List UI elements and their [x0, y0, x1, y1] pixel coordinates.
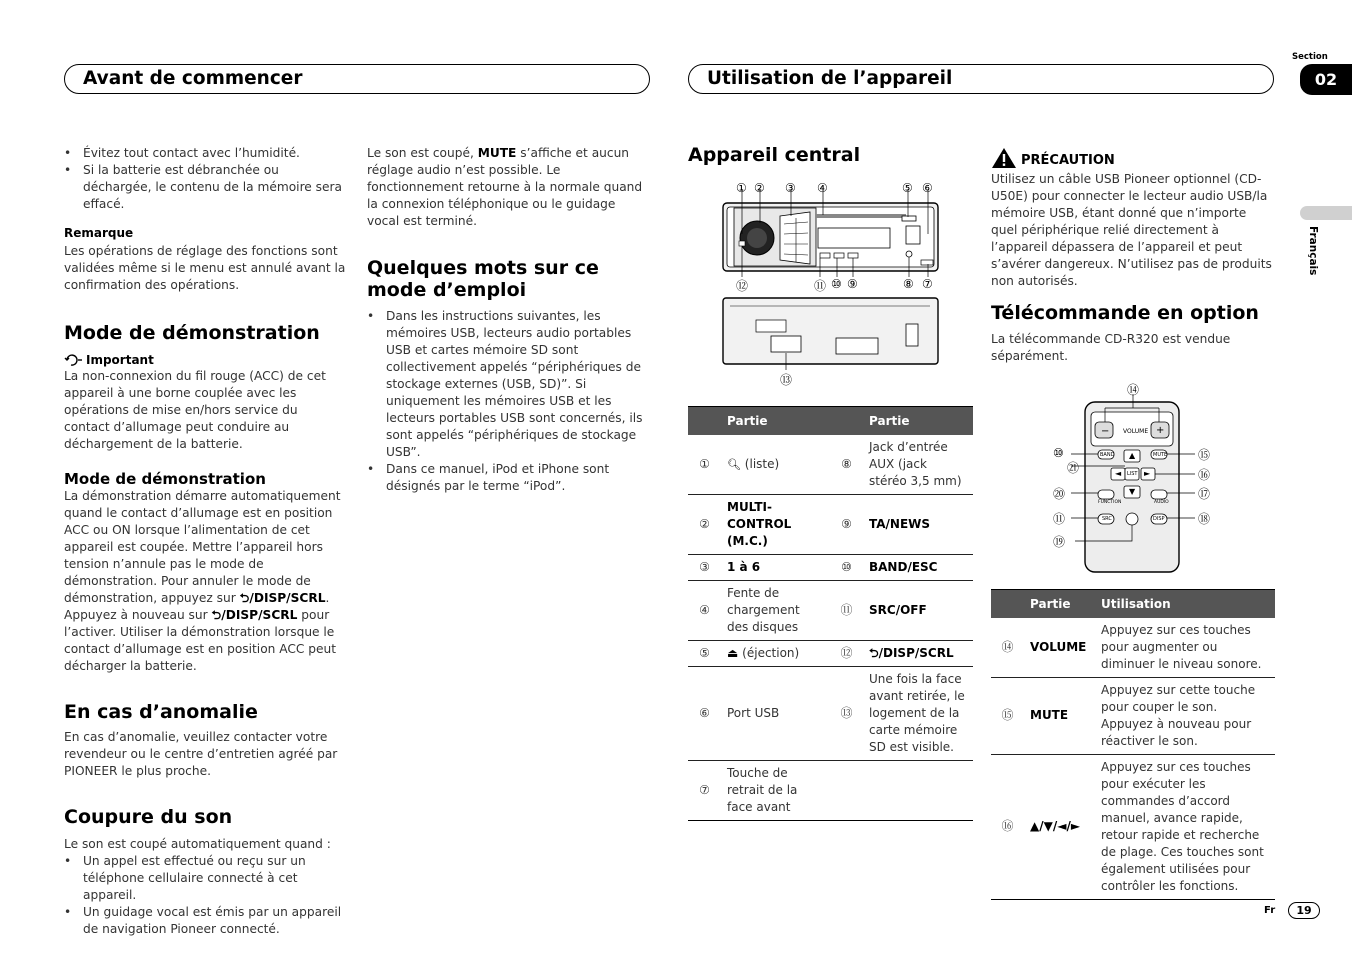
list-item: • Un appel est effectué ou reçu sur un téléphone cellulaire connecté à cet appareil. — [64, 853, 347, 904]
callout-6: ⑥ — [922, 181, 933, 195]
remote-volume-label: VOLUME — [1123, 428, 1149, 435]
table-row: ① 🔍︎ (liste) ⑧ Jack d’entrée AUX (jack stéréo 3,5 mm) — [688, 435, 973, 495]
mute-intro: Le son est coupé automatiquement quand : — [64, 837, 331, 851]
anomaly-text: En cas d’anomalie, veuillez contacter votre revendeur ou le centre d’entretien agréé par PIONEER le plus proche. — [64, 730, 338, 778]
remote-mute-label: MUTE — [1153, 452, 1168, 458]
down-arrow-icon: ▼ — [1129, 487, 1136, 496]
head-unit-diagram — [716, 178, 946, 388]
demo-mode-title: Mode de démonstration — [64, 322, 320, 344]
remote-disp-label: DISP — [1153, 516, 1165, 522]
list-item: • Dans les instructions suivantes, les mémoires USB, lecteurs audio portables USB et cartes mémoire SD sont collectivement appelés “périphériques de stockage externes (USB, SD)”. Si uniquement les mémoires USB et les lecteurs portables USB sont concernés, ils sont appelés “périphériques de stockage USB”. — [367, 308, 643, 461]
manual-bullets — [367, 308, 643, 495]
return-icon: ⮌ — [239, 591, 250, 605]
demo-mode-subtitle: Mode de démonstration — [64, 470, 266, 488]
column-header-part-2: Partie — [863, 407, 973, 435]
table-row: ⑥ Port USB ⑬ Une fois la face avant retirée, le logement de la carte mémoire SD est visible. — [688, 666, 973, 760]
remark-heading: Remarque — [64, 226, 134, 240]
mute-bullets — [64, 853, 347, 938]
table-row: ⑯ ▲/▼/◄/► Appuyez sur ces touches pour exécuter les commandes d’accord manuel, avance rapide, retour rapide et recherche de plage. Ces touches sont également utilisées pour contrôler les fonctions. — [991, 754, 1275, 899]
callout-18: ⑱ — [1198, 512, 1211, 526]
table-row: ⑮ MUTE Appuyez sur cette touche pour couper le son. Appuyez à nouveau pour réactiver le son. — [991, 677, 1275, 754]
left-arrow-icon: ◄ — [1115, 469, 1122, 478]
caution-block — [991, 147, 1275, 290]
footer-language: Fr — [1264, 905, 1276, 916]
callout-5: ⑤ — [902, 181, 913, 195]
section-number-badge: 02 — [1300, 64, 1352, 95]
remote-list-label: LIST — [1127, 471, 1138, 477]
important-label: Important — [64, 352, 347, 368]
head-unit-parts-table — [688, 406, 973, 821]
column-header-use: Utilisation — [1095, 590, 1275, 618]
mute-continued-text: Le son est coupé, MUTE s’affiche et aucun réglage audio n’est possible. Le fonctionnement retourne à la normale quand la connexion téléphonique ou le guidage vocal est terminé. — [367, 146, 643, 228]
table-row: ⑦ Touche de retrait de la face avant — [688, 760, 973, 820]
remark-text: Les opérations de réglage des fonctions sont validées même si le menu est annulé avant la confirmation des opérations. — [64, 244, 346, 292]
manual-title: Quelques mots sur ce mode d’emploi — [367, 257, 599, 301]
table-row: ② MULTI-CONTROL (M.C.) ⑨ TA/NEWS — [688, 494, 973, 554]
plus-icon: + — [1156, 425, 1165, 436]
callout-21: ㉑ — [1067, 461, 1080, 475]
caution-text: Utilisez un câble USB Pioneer optionnel (CD-U50E) pour connecter le lecteur audio USB/la mémoire USB, étant donné que n’importe quel périphérique relié directement à l’appareil dépassera de l’appareil et peut s’avérer dangereux. N’utilisez pas de produits non autorisés. — [991, 172, 1272, 288]
callout-13: ⑬ — [780, 373, 793, 387]
callout-2: ② — [754, 181, 765, 195]
callout-4: ④ — [817, 181, 828, 195]
table-row: ③ 1 à 6 ⑩ BAND/ESC — [688, 554, 973, 580]
remote-parts-table — [991, 589, 1275, 900]
callout-10: ⑩ — [831, 277, 842, 291]
column-1 — [64, 145, 347, 938]
demo-mode-text: La démonstration démarre automatiquement quand le contact d’allumage est en position ACC ou ON lorsque l’alimentation de cet appareil est coupée. Mettre l’appareil hors tension n’annule pas le mode de démonstration. Pour annuler le mode de démonstration, appuyez sur ⮌/DISP/SCRL. Appuyez à nouveau sur ⮌/DISP/SCRL pour l’activer. Utiliser la démonstration lorsque le contact d’allumage est en position ACC peut décharger la batterie. — [64, 489, 341, 673]
remote-band-label: BAND — [1100, 452, 1115, 458]
caution-heading: PRÉCAUTION — [991, 147, 1275, 169]
callout-16: ⑯ — [1198, 468, 1211, 482]
warning-icon — [991, 147, 1017, 169]
column-header-part-1: Partie — [721, 407, 830, 435]
callout-9: ⑨ — [847, 277, 858, 291]
remote-intro: La télécommande CD-R320 est vendue séparément. — [991, 332, 1231, 363]
search-icon: 🔍︎ — [727, 457, 741, 471]
callout-1: ① — [736, 181, 747, 195]
humidity-bullets — [64, 145, 347, 213]
important-text: La non-connexion du fil rouge (ACC) de cet appareil à une borne couplée avec les opérations de mise en/hors service du contact d’allumage peut conduire au déchargement de la batterie. — [64, 369, 326, 451]
list-item: • Un guidage vocal est émis par un appareil de navigation Pioneer connecté. — [64, 904, 347, 938]
callout-15: ⑮ — [1198, 448, 1211, 462]
right-arrow-icon: ► — [1144, 469, 1151, 478]
callout-12: ⑫ — [736, 279, 749, 293]
callout-19: ⑲ — [1053, 535, 1066, 549]
remote-title: Télécommande en option — [991, 302, 1259, 324]
minus-icon: − — [1101, 426, 1110, 437]
remote-diagram — [1045, 378, 1225, 578]
language-tab-marker — [1300, 206, 1352, 220]
section-title-left: Avant de commencer — [64, 64, 650, 94]
eject-icon: ⏏ — [727, 645, 739, 660]
callout-14: ⑭ — [1127, 383, 1140, 397]
list-item: • Évitez tout contact avec l’humidité. — [64, 145, 347, 162]
callout-8: ⑧ — [903, 277, 914, 291]
table-row: ⑭ VOLUME Appuyez sur ces touches pour augmenter ou diminuer le niveau sonore. — [991, 618, 1275, 678]
callout-7: ⑦ — [922, 277, 933, 291]
remote-src-label: SRC — [1102, 516, 1112, 522]
callout-3: ③ — [785, 181, 796, 195]
callout-17: ⑰ — [1198, 487, 1211, 501]
callout-20: ⑳ — [1053, 487, 1066, 501]
callout-11: ⑪ — [1053, 512, 1066, 526]
return-icon: ⮌ — [211, 608, 222, 622]
up-arrow-icon: ▲ — [1129, 451, 1136, 460]
callout-10: ⑩ — [1053, 446, 1064, 460]
section-title-right: Utilisation de l’appareil — [688, 64, 1274, 94]
remote-audio-label: AUDIO — [1154, 500, 1169, 505]
column-header-part: Partie — [1024, 590, 1095, 618]
table-row: ⑤ ⏏ (éjection) ⑫ ⮌/DISP/SCRL — [688, 640, 973, 666]
list-item: • Si la batterie est débranchée ou déchargée, le contenu de la mémoire sera effacé. — [64, 162, 347, 213]
list-item: • Dans ce manuel, iPod et iPhone sont désignés par le terme “iPod”. — [367, 461, 643, 495]
page-number: 19 — [1288, 902, 1320, 919]
language-tab: Français — [1307, 226, 1319, 276]
important-icon — [64, 353, 86, 367]
return-icon: ⮌ — [869, 645, 879, 660]
mute-title: Coupure du son — [64, 806, 233, 828]
remote-function-label: FUNCTION — [1098, 500, 1122, 505]
table-row: ④ Fente de chargement des disques ⑪ SRC/OFF — [688, 580, 973, 640]
head-unit-title: Appareil central — [688, 144, 861, 166]
column-2 — [367, 145, 643, 495]
section-label: Section — [1292, 52, 1328, 62]
anomaly-title: En cas d’anomalie — [64, 701, 258, 723]
callout-11: ⑪ — [814, 279, 827, 293]
